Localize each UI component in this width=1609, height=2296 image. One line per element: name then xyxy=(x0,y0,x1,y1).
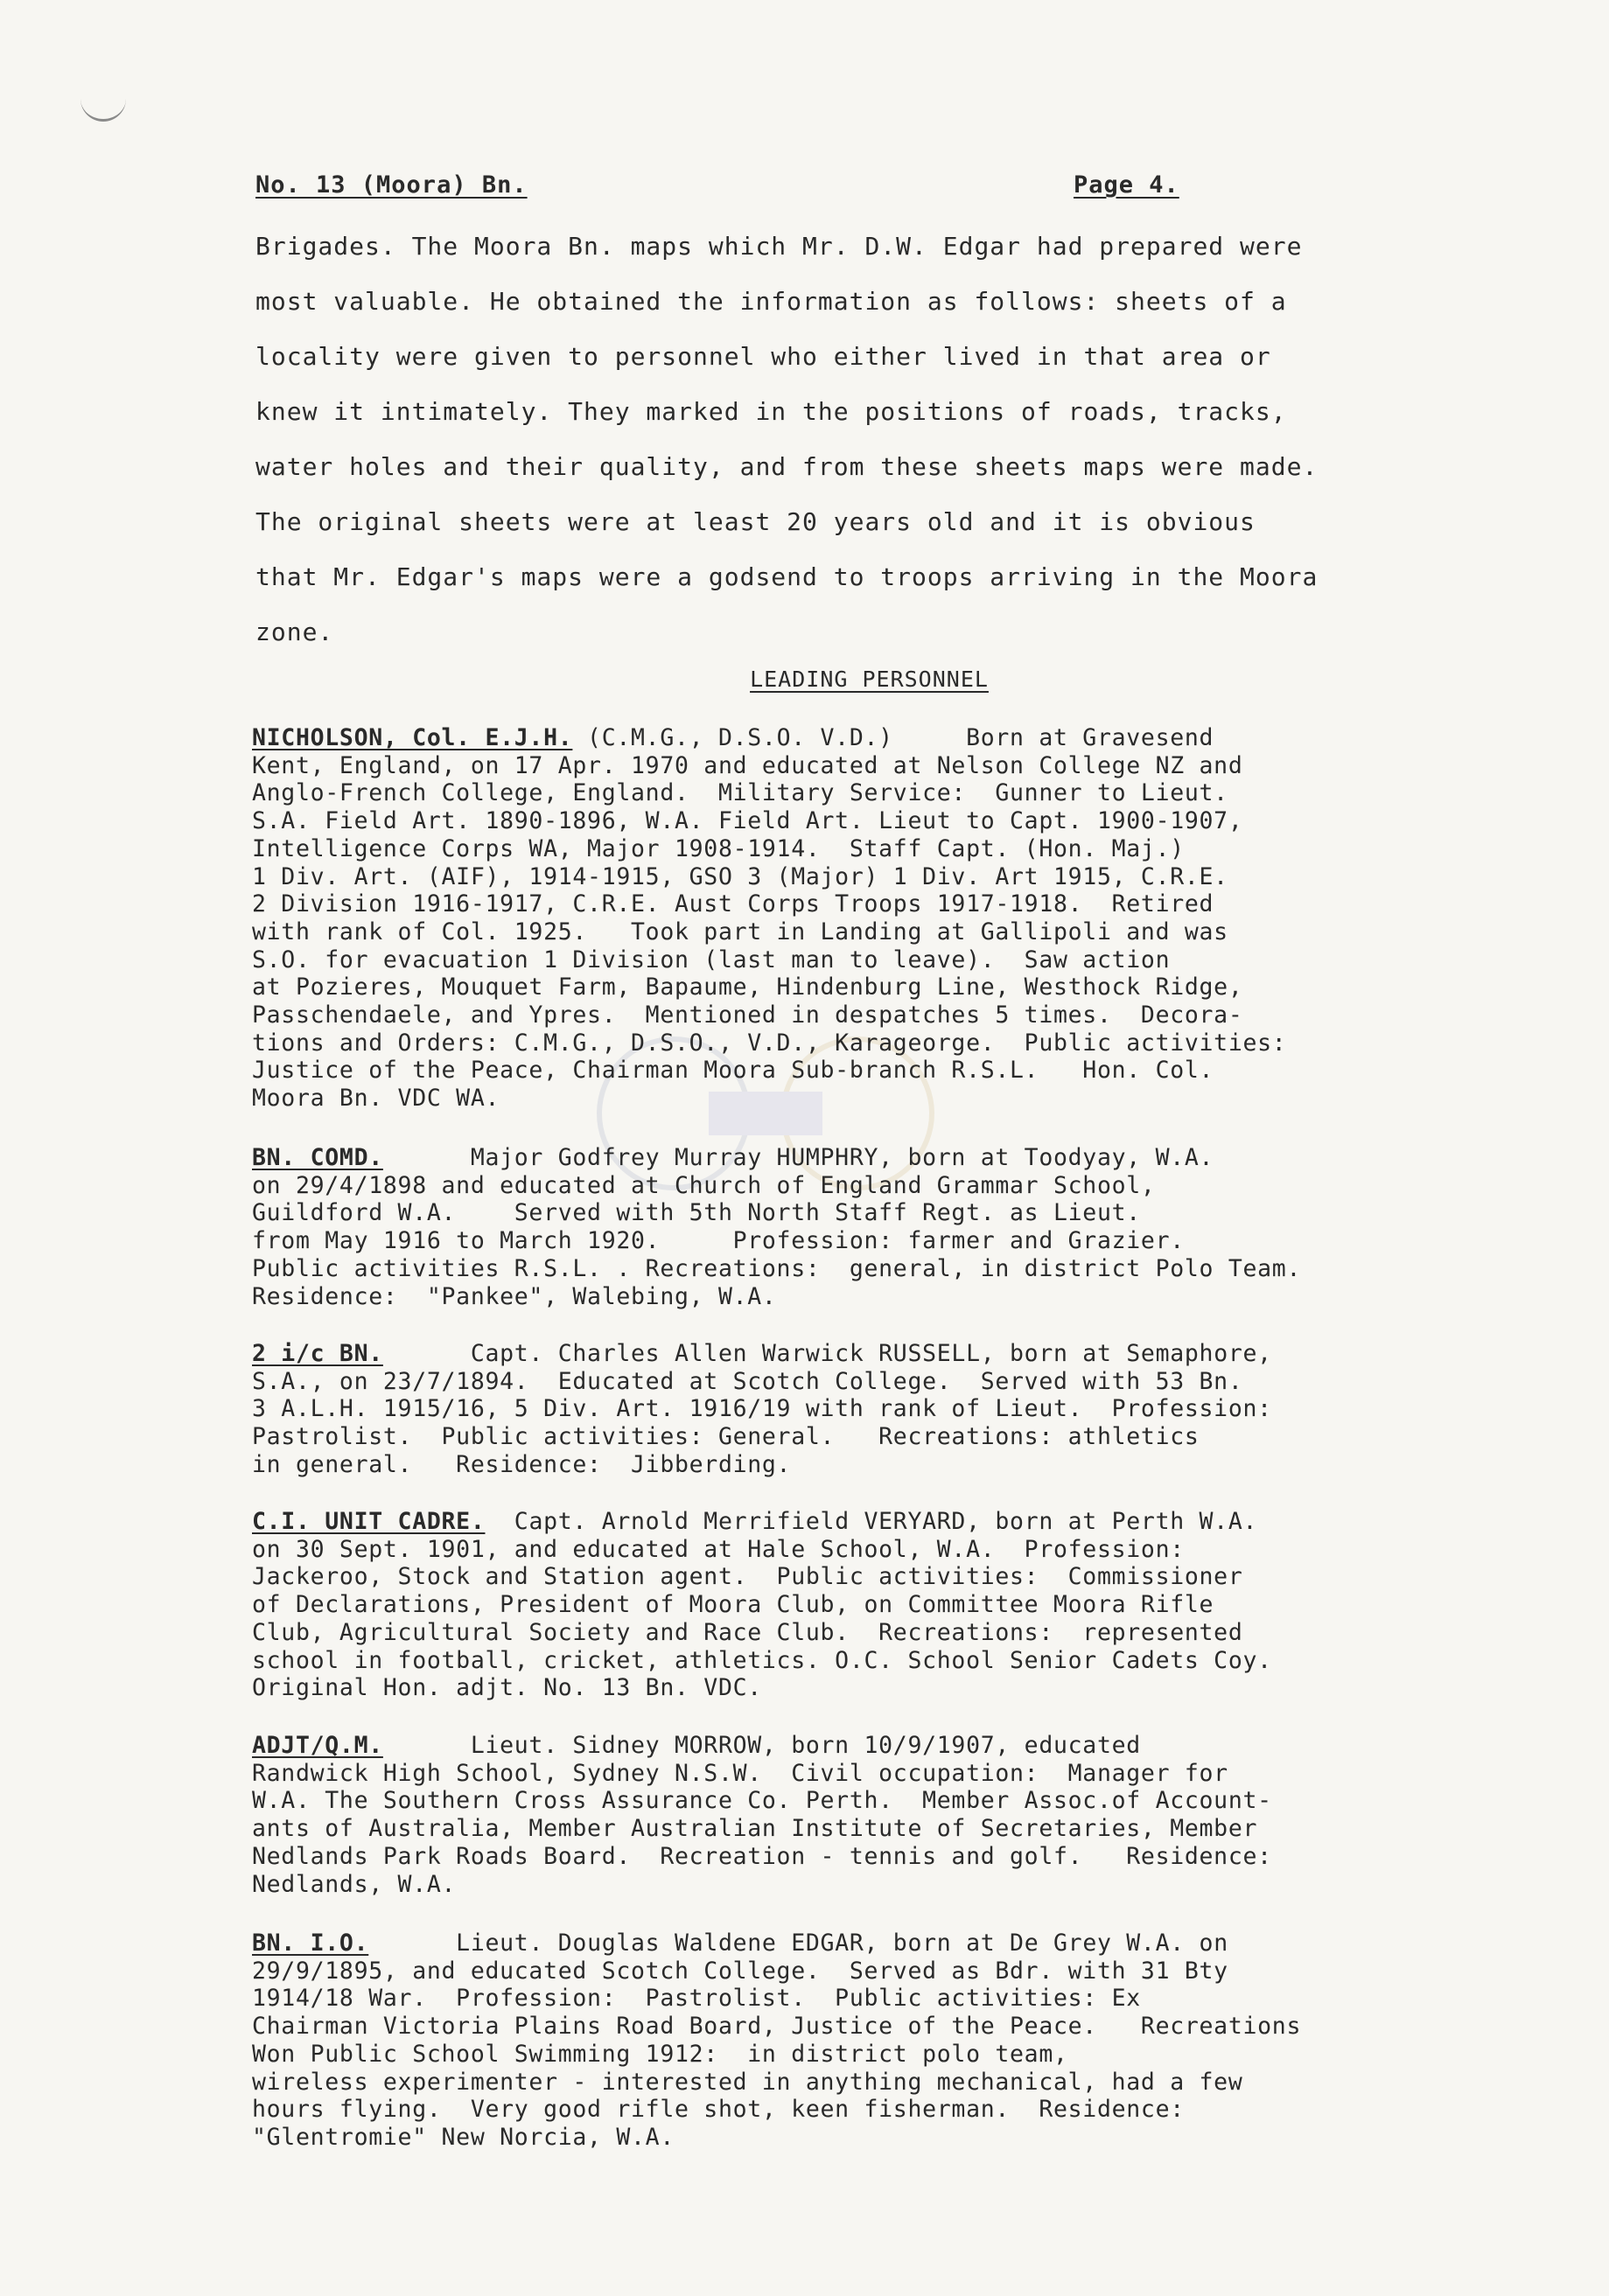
entry-line: 3 A.L.H. 1915/16, 5 Div. Art. 1916/19 with rank of Lieut. Profession: xyxy=(252,1395,1272,1423)
entry-first-line-text: Capt. Charles Allen Warwick RUSSELL, born at Semaphore, xyxy=(382,1340,1272,1367)
section-heading-wrap xyxy=(0,666,1609,692)
entry-line: 1914/18 War. Profession: Pastrolist. Public activities: Ex xyxy=(252,1985,1141,2013)
entry-line: of Declarations, President of Moora Club, on Committee Moora Rifle xyxy=(252,1591,1214,1619)
personnel-entry-bn-io xyxy=(252,1930,1459,2152)
entry-line: wireless experimenter - interested in anything mechanical, had a few xyxy=(252,2068,1243,2096)
entry-first-line xyxy=(252,724,1459,752)
entry-role-tag: BN. I.O. xyxy=(252,1930,369,1957)
entry-line: 29/9/1895, and educated Scotch College. Served as Bdr. with 31 Bty xyxy=(252,1957,1228,1985)
entry-line: Anglo-French College, England. Military Service: Gunner to Lieut. xyxy=(252,779,1228,807)
personnel-entry-bn-comd xyxy=(252,1144,1459,1310)
intro-line: The original sheets were at least 20 years old and it is obvious xyxy=(255,507,1256,536)
intro-line: Brigades. The Moora Bn. maps which Mr. D.W. Edgar had prepared were xyxy=(255,232,1303,261)
personnel-entry-2ic-bn xyxy=(252,1340,1459,1479)
entry-line: Chairman Victoria Plains Road Board, Justice of the Peace. Recreations xyxy=(252,2013,1302,2041)
entry-line: from May 1916 to March 1920. Profession: farmer and Grazier. xyxy=(252,1227,1185,1255)
entry-line: in general. Residence: Jibberding. xyxy=(252,1450,792,1478)
entry-line: Nedlands, W.A. xyxy=(252,1870,457,1898)
entry-line: S.O. for evacuation 1 Division (last man to leave). Saw action xyxy=(252,946,1171,974)
entry-first-line xyxy=(252,1930,1459,1958)
entry-role-tag: C.I. UNIT CADRE. xyxy=(252,1508,486,1535)
intro-line: knew it intimately. They marked in the positions of roads, tracks, xyxy=(255,397,1287,426)
intro-line: locality were given to personnel who either lived in that area or xyxy=(255,342,1271,371)
entry-line: Residence: "Pankee", Walebing, W.A. xyxy=(252,1282,777,1310)
punch-hole-mark xyxy=(80,84,126,122)
entry-line: school in football, cricket, athletics. O.C. School Senior Cadets Coy. xyxy=(252,1646,1272,1674)
entry-role-tag: BN. COMD. xyxy=(252,1144,383,1171)
entry-line: ants of Australia, Member Australian Institute of Secretaries, Member xyxy=(252,1815,1258,1843)
entry-line: Randwick High School, Sydney N.S.W. Civil occupation: Manager for xyxy=(252,1759,1228,1787)
entry-line: at Pozieres, Mouquet Farm, Bapaume, Hindenburg Line, Westhock Ridge, xyxy=(252,974,1243,1001)
personnel-entry-nicholson xyxy=(252,724,1459,1113)
intro-paragraph xyxy=(255,219,1419,659)
entry-line: hours flying. Very good rifle shot, keen fisherman. Residence: xyxy=(252,2096,1185,2124)
intro-line: most valuable. He obtained the information as follows: sheets of a xyxy=(255,287,1287,316)
entry-line: Moora Bn. VDC WA. xyxy=(252,1085,500,1113)
entry-line: Justice of the Peace, Chairman Moora Sub-branch R.S.L. Hon. Col. xyxy=(252,1057,1214,1085)
entry-line: 1 Div. Art. (AIF), 1914-1915, GSO 3 (Major) 1 Div. Art 1915, C.R.E. xyxy=(252,862,1228,890)
entry-line: Won Public School Swimming 1912: in district polo team, xyxy=(252,2040,1068,2068)
entry-first-line xyxy=(252,1732,1459,1760)
entry-first-line-text: Lieut. Sidney MORROW, born 10/9/1907, educated xyxy=(382,1732,1141,1759)
entry-line: 2 Division 1916-1917, C.R.E. Aust Corps Troops 1917-1918. Retired xyxy=(252,890,1214,918)
entry-first-line xyxy=(252,1508,1459,1536)
entry-role-tag: 2 i/c BN. xyxy=(252,1340,383,1367)
page-number: Page 4. xyxy=(1074,171,1179,199)
entry-role-tag: ADJT/Q.M. xyxy=(252,1732,383,1759)
entry-first-line xyxy=(252,1340,1459,1368)
entry-line: Club, Agricultural Society and Race Club. Recreations: represented xyxy=(252,1618,1243,1646)
entry-line: S.A. Field Art. 1890-1896, W.A. Field Art. Lieut to Capt. 1900-1907, xyxy=(252,807,1243,835)
entry-first-line xyxy=(252,1144,1459,1172)
entry-line: Pastrolist. Public activities: General. Recreations: athletics xyxy=(252,1423,1200,1451)
entry-line: Guildford W.A. Served with 5th North Staff Regt. as Lieut. xyxy=(252,1199,1141,1227)
entry-line: with rank of Col. 1925. Took part in Landing at Gallipoli and was xyxy=(252,918,1228,946)
entry-line: Intelligence Corps WA, Major 1908-1914. Staff Capt. (Hon. Maj.) xyxy=(252,834,1185,862)
entry-first-line-text: Major Godfrey Murray HUMPHRY, born at Toodyay, W.A. xyxy=(382,1144,1214,1171)
entry-line: Kent, England, on 17 Apr. 1970 and educated at Nelson College NZ and xyxy=(252,751,1243,779)
entry-role-tag: NICHOLSON, Col. E.J.H. xyxy=(252,724,573,751)
intro-line: that Mr. Edgar's maps were a godsend to troops arriving in the Moora xyxy=(255,562,1319,591)
entry-line: S.A., on 23/7/1894. Educated at Scotch College. Served with 53 Bn. xyxy=(252,1367,1243,1395)
personnel-entry-adjt-qm xyxy=(252,1732,1459,1898)
entry-first-line-text: Lieut. Douglas Waldene EDGAR, born at De Grey W.A. on xyxy=(368,1930,1228,1957)
section-heading: LEADING PERSONNEL xyxy=(750,666,989,692)
battalion-title: No. 13 (Moora) Bn. xyxy=(255,171,528,199)
entry-line: on 29/4/1898 and educated at Church of England Grammar School, xyxy=(252,1171,1156,1199)
intro-line: water holes and their quality, and from these sheets maps were made. xyxy=(255,452,1319,481)
personnel-entry-ci-unit-cadre xyxy=(252,1508,1459,1702)
entry-line: "Glentromie" New Norcia, W.A. xyxy=(252,2123,675,2151)
entry-line: Passchendaele, and Ypres. Mentioned in despatches 5 times. Decora- xyxy=(252,1001,1243,1029)
intro-line: zone. xyxy=(255,618,334,646)
entry-line: Public activities R.S.L. . Recreations: general, in district Polo Team. xyxy=(252,1254,1302,1282)
entry-line: on 30 Sept. 1901, and educated at Hale School, W.A. Profession: xyxy=(252,1535,1185,1563)
entry-line: W.A. The Southern Cross Assurance Co. Perth. Member Assoc.of Account- xyxy=(252,1787,1272,1815)
entry-first-line-text: Capt. Arnold Merrifield VERYARD, born at Perth W.A. xyxy=(485,1508,1258,1535)
entry-first-line-text: (C.M.G., D.S.O. V.D.) Born at Gravesend xyxy=(572,724,1214,751)
entry-line: tions and Orders: C.M.G., D.S.O., V.D., Karageorge. Public activities: xyxy=(252,1029,1287,1057)
entry-line: Jackeroo, Stock and Station agent. Public activities: Commissioner xyxy=(252,1563,1243,1591)
entry-line: Nedlands Park Roads Board. Recreation - tennis and golf. Residence: xyxy=(252,1842,1272,1870)
entry-line: Original Hon. adjt. No. 13 Bn. VDC. xyxy=(252,1674,762,1702)
